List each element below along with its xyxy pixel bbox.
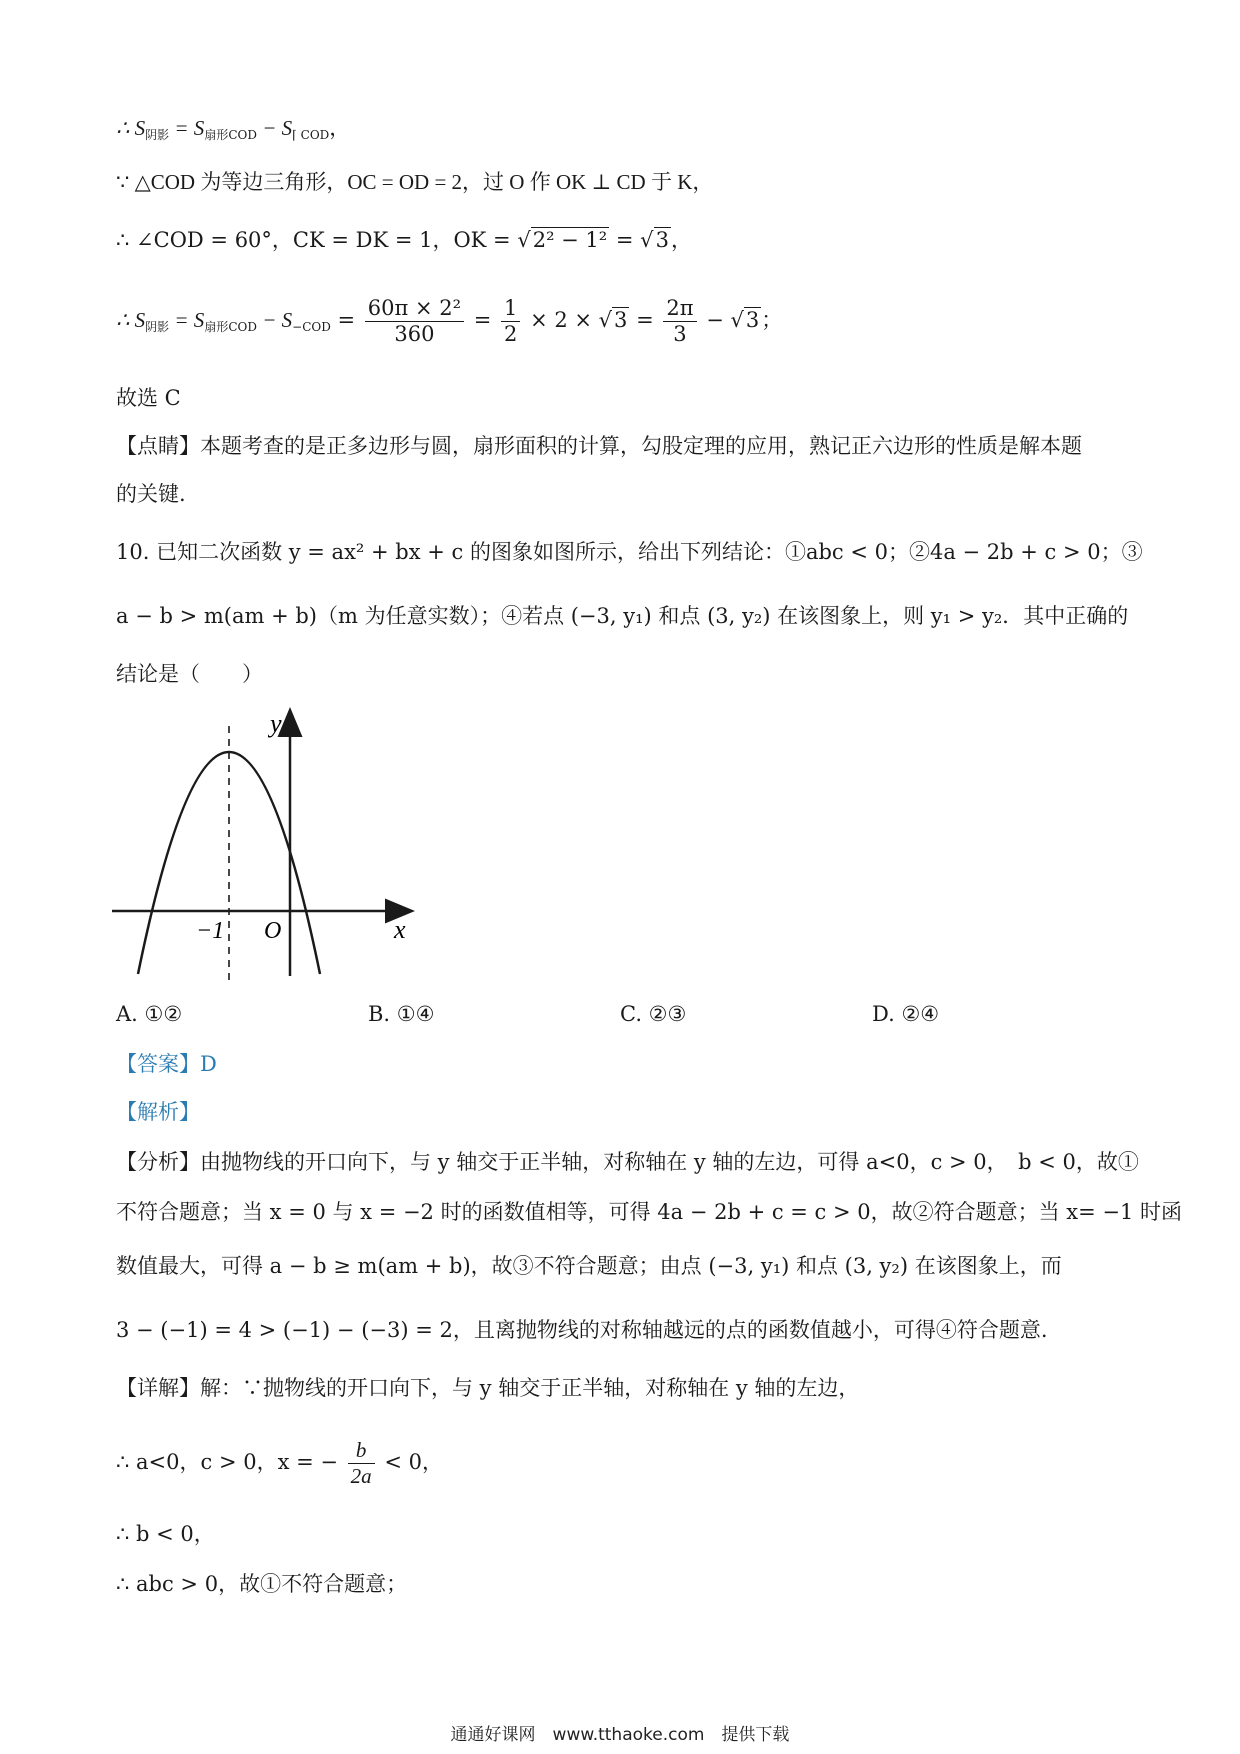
analysis-line-2: 不符合题意；当 x = 0 与 x = −2 时的函数值相等，可得 4a − 2b + c = c > 0，故②符合题意；当 x= −1 时函 [116, 1200, 1183, 1224]
fraction-axis-of-symmetry: $\frac{b}{2a}$ [348, 1438, 375, 1489]
analysis-line-1: 【分析】由抛物线的开口向下，与 y 轴交于正半轴，对称轴在 y 轴的左边，可得 a<0，c > 0， b < 0，故① [116, 1150, 1139, 1174]
comment-line-1: 【点睛】本题考查的是正多边形与圆，扇形面积的计算，勾股定理的应用，熟记正六边形的性质是解本题 [116, 434, 1082, 458]
answer-choice-line: 故选 C [116, 386, 181, 410]
detail-line-1: 【详解】解：∵抛物线的开口向下，与 y 轴交于正半轴，对称轴在 y 轴的左边， [116, 1376, 860, 1400]
solution-line-2: ∵ △COD 为等边三角形，OC = OD = 2，过 O 作 OK ⊥ CD 于 K， [116, 170, 714, 194]
question-10-line-3: 结论是（ ） [116, 662, 263, 686]
origin-label: O [264, 918, 282, 944]
fraction-half: $\frac{1}{2}$ [501, 296, 520, 347]
analysis-line-4: 3 − (−1) = 4 > (−1) − (−3) = 2，且离抛物线的对称轴越远的点的函数值越小，可得④符合题意. [116, 1318, 1048, 1342]
analysis-heading: 【解析】 [116, 1100, 200, 1124]
solution-line-4: ∴ $S_{阴影} = S_{扇形COD} - S_{-COD}$ = $\frac{\text{60π × 2²}}{360}$ = $\frac{1}{2}$ × 2 × √3 = $\frac{2\pi}{3}$ − √3； [116, 296, 783, 347]
detail-line-2: ∴ a<0，c > 0，x = − $\frac{b}{2a}$ < 0， [116, 1438, 443, 1489]
option-b: B. ①④ [368, 1002, 435, 1026]
detail-line-3: ∴ b < 0， [116, 1522, 215, 1546]
page-footer: 通通好课网 www.tthaoke.com 提供下载 [450, 1725, 790, 1745]
parabola-graph [108, 706, 418, 986]
answer-heading: 【答案】D [116, 1052, 217, 1076]
fraction-sector-area: $\frac{\text{60π × 2²}}{360}$ [365, 296, 464, 347]
detail-line-4: ∴ abc > 0，故①不符合题意； [116, 1572, 408, 1596]
solution-line-3: ∴ ∠COD = 60°，CK = DK = 1，OK = √2² − 1² = √3， [116, 228, 692, 252]
option-a: A. ①② [116, 1002, 183, 1026]
option-d: D. ②④ [872, 1002, 940, 1026]
question-10-line-2: a − b > m(am + b)（m 为任意实数）；④若点 (−3, y₁) 和点 (3, y₂) 在该图象上，则 y₁ > y₂．其中正确的 [116, 604, 1129, 628]
solution-line-1: ∴ $S_{阴影} = S_{扇形COD} - S_{⌈ COD}$， [116, 116, 351, 142]
x-axis-label: x [394, 915, 406, 944]
analysis-line-3: 数值最大，可得 a − b ≥ m(am + b)，故③不符合题意；由点 (−3, y₁) 和点 (3, y₂) 在该图象上，而 [116, 1254, 1062, 1278]
y-axis-label: y [270, 709, 282, 738]
option-c: C. ②③ [620, 1002, 687, 1026]
comment-line-2: 的关键. [116, 482, 186, 506]
tick-label-minus-one: −1 [196, 918, 225, 944]
fraction-two-pi-thirds: $\frac{2\pi}{3}$ [663, 296, 696, 347]
question-10-line-1: 10. 已知二次函数 y = ax² + bx + c 的图象如图所示，给出下列结论：①abc < 0；②4a − 2b + c > 0；③ [116, 540, 1143, 564]
